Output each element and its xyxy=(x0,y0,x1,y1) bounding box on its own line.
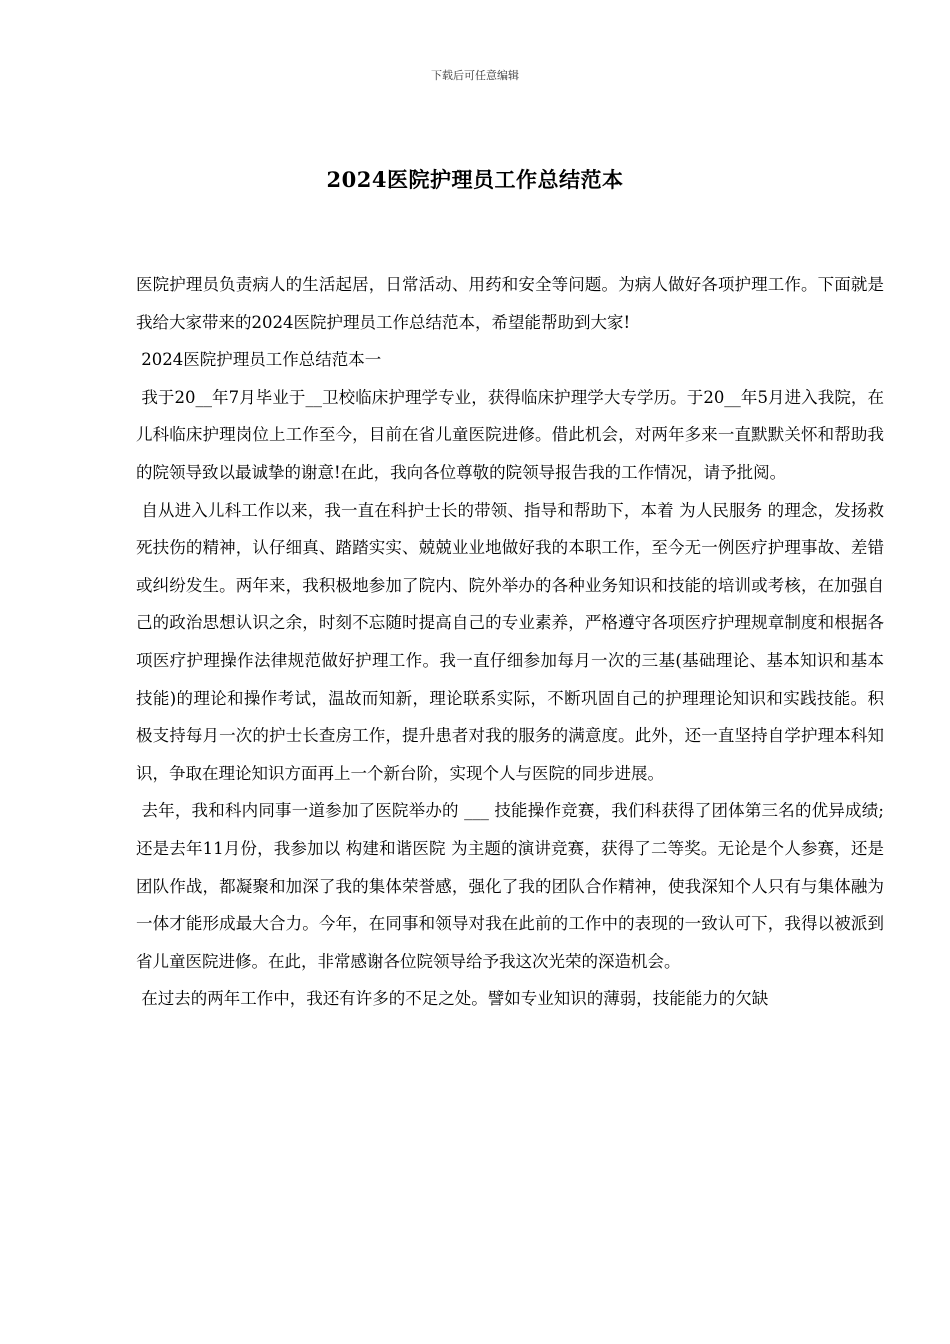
header-note: 下载后可任意编辑 xyxy=(431,69,519,82)
paragraph-work-summary: 自从进入儿科工作以来，我一直在科护士长的带领、指导和帮助下，本着 为人民服务 的理念，发扬救死扶伤的精神，认仔细真、踏踏实实、兢兢业业地做好我的本职工作，至今无一例医疗护理事故、差错或纠纷发生。两年来，我积极地参加了院内、院外举办的各种业务知识和技能的培训或考核，在加强自己的政治思想认识之余，时刻不忘随时提高自己的专业素养，严格遵守各项医疗护理规章制度和根据各项医疗护理操作法律规范做好护理工作。我一直仔细参加每月一次的三基(基础理论、基本知识和基本技能)的理论和操作考试，温故而知新，理论联系实际，不断巩固自己的护理理论知识和实践技能。积极支持每月一次的护士长查房工作，提升患者对我的服务的满意度。此外，还一直坚持自学护理本科知识，争取在理论知识方面再上一个新台阶，实现个人与医院的同步进展。 xyxy=(136,500,884,783)
paragraph-intro: 医院护理员负责病人的生活起居，日常活动、用药和安全等问题。为病人做好各项护理工作。下面就是我给大家带来的2024医院护理员工作总结范本，希望能帮助到大家! xyxy=(136,275,884,332)
paragraph-background: 我于20__年7月毕业于__卫校临床护理学专业，获得临床护理学大专学历。于20__年5月进入我院，在儿科临床护理岗位上工作至今，目前在省儿童医院进修。借此机会，对两年多来一直默默关怀和帮助我的院领导致以最诚挚的谢意!在此，我向各位尊敬的院领导报告我的工作情况，请予批阅。 xyxy=(136,387,884,482)
paragraph-section-heading: 2024医院护理员工作总结范本一 xyxy=(136,350,382,370)
paragraph-shortcomings: 在过去的两年工作中，我还有许多的不足之处。譬如专业知识的薄弱，技能能力的欠缺 xyxy=(136,989,769,1009)
document-body xyxy=(136,266,884,1018)
document-title: 2024医院护理员工作总结范本 xyxy=(326,167,624,192)
paragraph-achievements: 去年，我和科内同事一道参加了医院举办的 ___ 技能操作竞赛，我们科获得了团体第三名的优异成绩;还是去年11月份，我参加以 构建和谐医院 为主题的演讲竞赛，获得了二等奖。无论是个人参赛，还是团队作战，都凝聚和加深了我的集体荣誉感，强化了我的团队合作精神，使我深知个人只有与集体融为一体才能形成最大合力。今年，在同事和领导对我在此前的工作中的表现的一致认可下，我得以被派到省儿童医院进修。在此，非常感谢各位院领导给予我这次光荣的深造机会。 xyxy=(136,801,884,971)
